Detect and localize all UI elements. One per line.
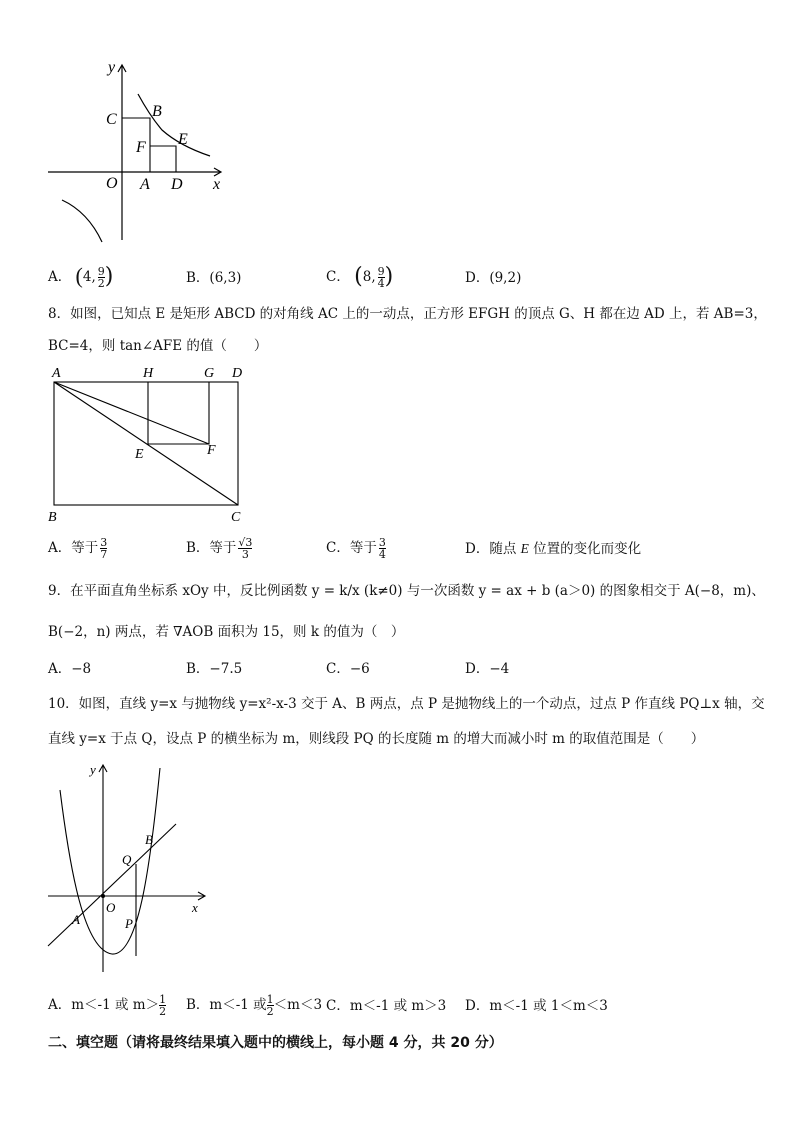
- label-C: C: [231, 510, 241, 525]
- hyperbola-branch-q3: [62, 200, 102, 242]
- label-A: A: [72, 912, 80, 927]
- q8-option-c: C．等于 $\frac{3}{4}$: [326, 536, 386, 561]
- square-EFGH: [148, 382, 209, 444]
- label-x: x: [192, 900, 198, 915]
- label-D: D: [171, 176, 183, 193]
- q7-option-b: B．(6,3): [186, 270, 242, 286]
- q10-option-d: D．m＜-1 或 1＜m＜3: [465, 998, 608, 1014]
- label-C: C: [106, 111, 117, 128]
- q9-stem-line1: 9．在平面直角坐标系 xOy 中，反比例函数 y = k/x (k≠0) 与一次函数 y = ax + b (a＞0) 的图象相交于 A(−8，m)、: [48, 583, 765, 599]
- q9-option-d: D．−4: [465, 661, 510, 677]
- label-A: A: [140, 176, 150, 193]
- q8-stem-line2: BC=4，则 tan∠AFE 的值（ ）: [48, 338, 268, 354]
- label-P: P: [125, 916, 133, 931]
- label-D: D: [232, 366, 243, 381]
- label-E: E: [135, 447, 144, 462]
- label-H: H: [143, 366, 154, 381]
- q9-option-c: C．−6: [326, 661, 370, 677]
- point-O: [101, 894, 105, 898]
- section-2-heading: 二、填空题（请将最终结果填入题中的横线上，每小题 4 分，共 20 分）: [48, 1035, 503, 1051]
- label-F: F: [136, 139, 146, 156]
- q10-stem-line1: 10．如图，直线 y=x 与抛物线 y=x²-x-3 交于 A、B 两点，点 P 是抛物线上的一个动点，过点 P 作直线 PQ⊥x 轴，交: [48, 696, 765, 712]
- q7-option-a: A． (4, $\frac{9}{2}$ ): [48, 263, 114, 290]
- q9-option-b: B．−7.5: [186, 661, 243, 677]
- q7-figure: [40, 58, 240, 248]
- q7-option-c: C． (8, $\frac{9}{4}$ ): [326, 264, 394, 290]
- label-F: F: [207, 443, 216, 458]
- q10-option-a: A．m＜-1 或 m＞ $\frac{1}{2}$: [48, 993, 167, 1018]
- q8-option-a: A．等于 $\frac{3}{7}$: [48, 536, 108, 561]
- q10-option-c: C．m＜-1 或 m＞3: [326, 998, 447, 1014]
- q8-option-d: D．随点 E 位置的变化而变化: [465, 541, 642, 557]
- label-Q: Q: [122, 852, 132, 867]
- q10-option-b: B．m＜-1 或 $\frac{1}{2}$ ＜m＜3: [186, 993, 323, 1018]
- q8-stem-line1: 8．如图，已知点 E 是矩形 ABCD 的对角线 AC 上的一动点，正方形 EFGH 的顶点 G、H 都在边 AD 上，若 AB=3，: [48, 306, 767, 322]
- q10-stem-line2: 直线 y=x 于点 Q，设点 P 的横坐标为 m，则线段 PQ 的长度随 m 的增大而减小时 m 的取值范围是（ ）: [48, 731, 705, 747]
- q7-option-d: D．(9,2): [465, 270, 522, 286]
- label-O: O: [106, 900, 116, 915]
- q9-stem-line2: B(−2，n) 两点，若 ∇AOB 面积为 15，则 k 的值为（ ）: [48, 624, 405, 640]
- label-y: y: [90, 762, 96, 777]
- label-O: O: [106, 175, 118, 192]
- label-B: B: [145, 832, 153, 847]
- q9-option-a: A．−8: [48, 661, 92, 677]
- label-x: x: [213, 176, 221, 193]
- label-B: B: [48, 510, 57, 525]
- hyperbola-branch-q1: [138, 94, 210, 156]
- label-G: G: [204, 366, 215, 381]
- q8-option-b: B．等于 $\frac{√3}{3}$: [186, 536, 253, 561]
- label-y: y: [108, 59, 116, 76]
- q8-figure: [44, 362, 254, 527]
- segment-AF: [54, 382, 209, 444]
- q10-figure: [44, 760, 214, 975]
- label-E: E: [178, 131, 188, 148]
- label-A: A: [52, 366, 61, 381]
- rect-FEDA: [150, 146, 176, 172]
- label-B: B: [152, 103, 162, 120]
